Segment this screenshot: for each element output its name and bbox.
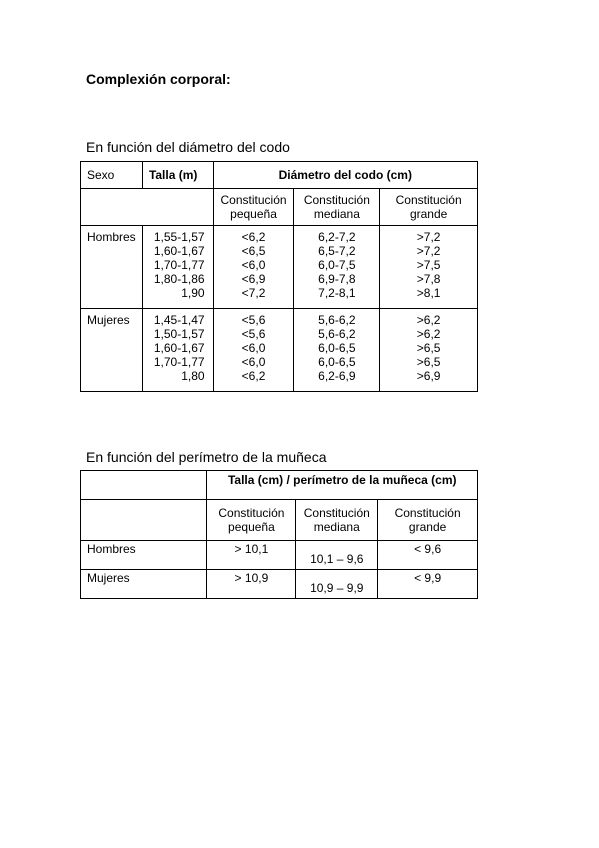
table-row-hombres	[81, 541, 478, 570]
header-diametro: Diámetro del codo (cm)	[213, 162, 477, 189]
table-elbow-diameter	[80, 161, 478, 392]
header-talla: Talla (m)	[142, 162, 213, 189]
header-pequena: Constitución pequeña	[207, 500, 296, 541]
pequena-values: <5,6 <5,6 <6,0 <6,0 <6,2	[213, 309, 294, 392]
grande-value: < 9,9	[378, 570, 478, 599]
talla-list: 1,55-1,57 1,60-1,67 1,70-1,77 1,80-1,86 1,90	[142, 226, 213, 309]
mediana-value: 10,9 – 9,9	[296, 570, 378, 599]
mediana-values: 6,2-7,2 6,5-7,2 6,0-7,5 6,9-7,8 7,2-8,1	[294, 226, 380, 309]
table-wrist-perimeter	[80, 470, 478, 599]
header-grande: Constitución grande	[380, 189, 478, 226]
table-row-mujeres	[81, 309, 478, 392]
sex-label: Mujeres	[81, 309, 143, 392]
header-mediana: Constitución mediana	[296, 500, 378, 541]
mediana-value: 10,1 – 9,6	[296, 541, 378, 570]
header-talla-perimetro: Talla (cm) / perímetro de la muñeca (cm)	[207, 471, 478, 500]
grande-value: < 9,6	[378, 541, 478, 570]
header-empty-cell	[81, 471, 207, 500]
sex-label: Hombres	[81, 541, 207, 570]
header-mediana: Constitución mediana	[294, 189, 380, 226]
pequena-value: > 10,9	[207, 570, 296, 599]
table-row-hombres	[81, 226, 478, 309]
page-title: Complexión corporal:	[86, 71, 231, 87]
table-row-mujeres	[81, 570, 478, 599]
talla-list: 1,45-1,47 1,50-1,57 1,60-1,67 1,70-1,77 1,80	[142, 309, 213, 392]
section-title-codo: En función del diámetro del codo	[86, 139, 290, 155]
section-title-muneca: En función del perímetro de la muñeca	[86, 449, 327, 465]
header-pequena: Constitución pequeña	[213, 189, 294, 226]
grande-values: >6,2 >6,2 >6,5 >6,5 >6,9	[380, 309, 478, 392]
pequena-value: > 10,1	[207, 541, 296, 570]
pequena-values: <6,2 <6,5 <6,0 <6,9 <7,2	[213, 226, 294, 309]
grande-values: >7,2 >7,2 >7,5 >7,8 >8,1	[380, 226, 478, 309]
sex-label: Mujeres	[81, 570, 207, 599]
header-empty-cell	[81, 500, 207, 541]
header-grande: Constitución grande	[378, 500, 478, 541]
mediana-values: 5,6-6,2 5,6-6,2 6,0-6,5 6,0-6,5 6,2-6,9	[294, 309, 380, 392]
header-sexo: Sexo	[81, 162, 143, 189]
sex-label: Hombres	[81, 226, 143, 309]
header-empty-cell	[81, 189, 214, 226]
